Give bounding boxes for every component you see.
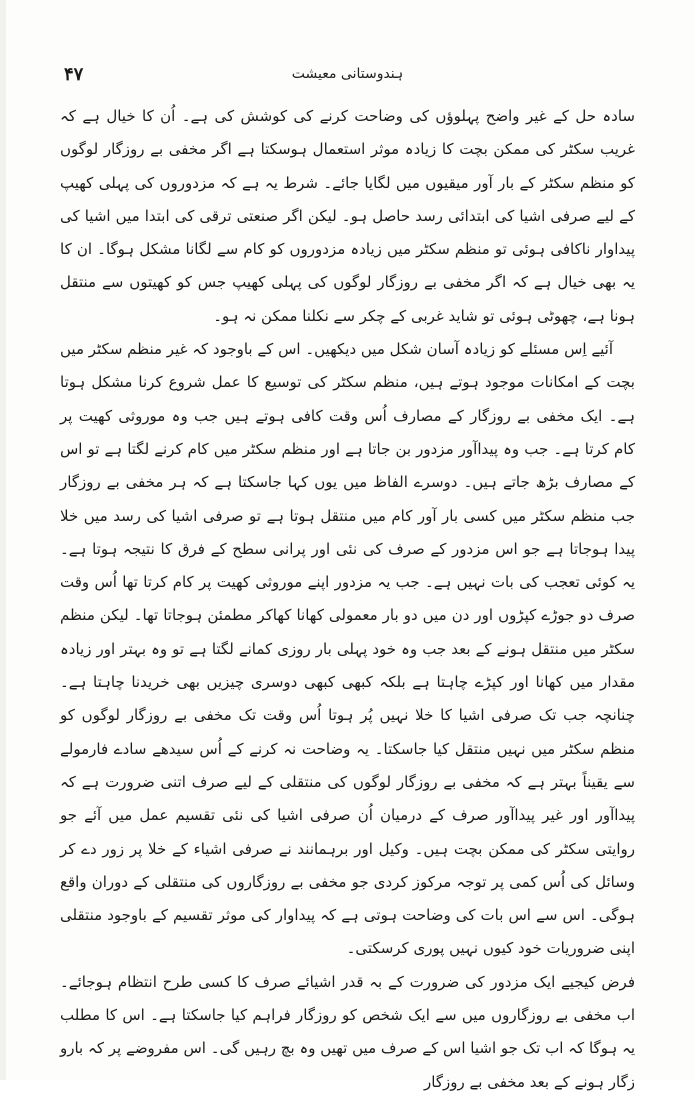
paragraph-1: سادہ حل کے غیر واضح پہلوؤں کی وضاحت کرنے کی کوشش کی ہے۔ اُن کا خیال ہے کہ غریب سکٹر کی ممکن بچت کا زیادہ موثر استعمال ہوسکتا ہے اگر مخفی بے روزگار لوگوں کو منظم سکٹر کے بار آور میقیوں میں لگایا جائے۔ شرط یہ ہے کہ مزدوروں کی پہلی کھیپ کے لیے صرفی اشیا کی ابتدائی رسد حاصل ہو۔ لیکن اگر صنعتی ترقی کی ابتدا میں اشیا کی پیداوار ناکافی ہوئی تو منظم سکٹر میں زیادہ مزدوروں کو کام سے لگانا مشکل ہوگا۔ ان کا یہ بھی خیال ہے کہ اگر مخفی بے روزگار لوگوں کی پہلی کھیپ جس کو کھیتوں سے منتقل ہونا ہے، چھوٹی ہوئی تو شاید غربی کے چکر سے نکلنا ممکن نہ ہو۔ <box>60 107 635 325</box>
body-text <box>60 100 635 1099</box>
paragraph-3: فرض کیجیے ایک مزدور کی ضرورت کے بہ قدر اشیائے صرف کا کسی طرح انتظام ہوجائے۔ اب مخفی بے روزگاروں میں سے ایک شخص کو روزگار فراہم کیا جاسکتا ہے۔ اس کا مطلب یہ ہوگا کہ اب تک جو اشیا اس کے صرف میں تھیں وہ بچ رہیں گی۔ اس مفروضے پر کہ بارو زگار ہونے کے بعد مخفی بے روزگار <box>60 972 635 1091</box>
page-number: ۴۷ <box>64 64 84 85</box>
running-head: ہندوستانی معیشت <box>291 66 404 82</box>
paragraph-2: آئیے اِس مسئلے کو زیادہ آسان شکل میں دیکھیں۔ اس کے باوجود کہ غیر منظم سکٹر میں بچت کے امکانات موجود ہوتے ہیں، منظم سکٹر کی توسیع کا عمل شروع کرنا مشکل ہوتا ہے۔ ایک مخفی بے روزگار کے مصارف اُس وقت کافی ہوتے ہیں جب وہ موروثی کھیت پر کام کرتا ہے۔ جب وہ پیداآور مزدور بن جاتا ہے اور منظم سکٹر میں کام کرنے لگتا ہے تو اس کے مصارف بڑھ جاتے ہیں۔ دوسرے الفاظ میں یوں کہا جاسکتا ہے کہ ہر مخفی بے روزگار جب منظم سکٹر میں کسی بار آور کام میں منتقل ہوتا ہے تو صرفی اشیا کی رسد میں خلا پیدا ہوجاتا ہے جو اس مزدور کے صرف کی نئی اور پرانی سطح کے فرق کا نتیجہ ہوتا ہے۔ یہ کوئی تعجب کی بات نہیں ہے۔ جب یہ مزدور اپنے موروثی کھیت پر کام کرتا تھا اُس وقت صرف دو جوڑے کپڑوں اور دن میں دو بار معمولی کھانا کھاکر مطمئن ہوجاتا تھا۔ لیکن منظم سکٹر میں منتقل ہونے کے بعد جب وہ خود پہلی بار روزی کمانے لگتا ہے تو وہ بہتر اور زیادہ مقدار میں کھانا اور کپڑے چاہتا ہے بلکہ کبھی کبھی دوسری چیزیں بھی خریدنا چاہتا ہے۔ چنانچہ جب تک صرفی اشیا کا خلا نہیں پُر ہوتا اُس وقت تک مخفی بے روزگار لوگوں کو منظم سکٹر میں نہیں منتقل کیا جاسکتا۔ یہ وضاحت نہ کرنے کے اُس سیدھے سادے فارمولے سے یقیناً بہتر ہے کہ مخفی بے روزگار لوگوں کی منتقلی کے لیے صرف اتنی ضرورت ہے کہ پیداآور اور غیر پیداآور صرف کے درمیان اُن صرفی اشیا کی نئی تقسیم عمل میں آئے جو روایتی سکٹر کی ممکن بچت ہیں۔ وکیل اور برہمانند نے صرفی اشیاء کے خلا پر زور دے کر وسائل کی اُس کمی پر توجہ مرکوز کردی جو مخفی بے روزگاروں کی منتقلی کے دوران واقع ہوگی۔ اس سے اس بات کی وضاحت ہوتی ہے کہ پیداوار کی موثر تقسیم کے باوجود منتقلی اپنی ضروریات خود کیوں نہیں پوری کرسکتی۔ <box>60 340 635 958</box>
page-header <box>60 62 635 90</box>
